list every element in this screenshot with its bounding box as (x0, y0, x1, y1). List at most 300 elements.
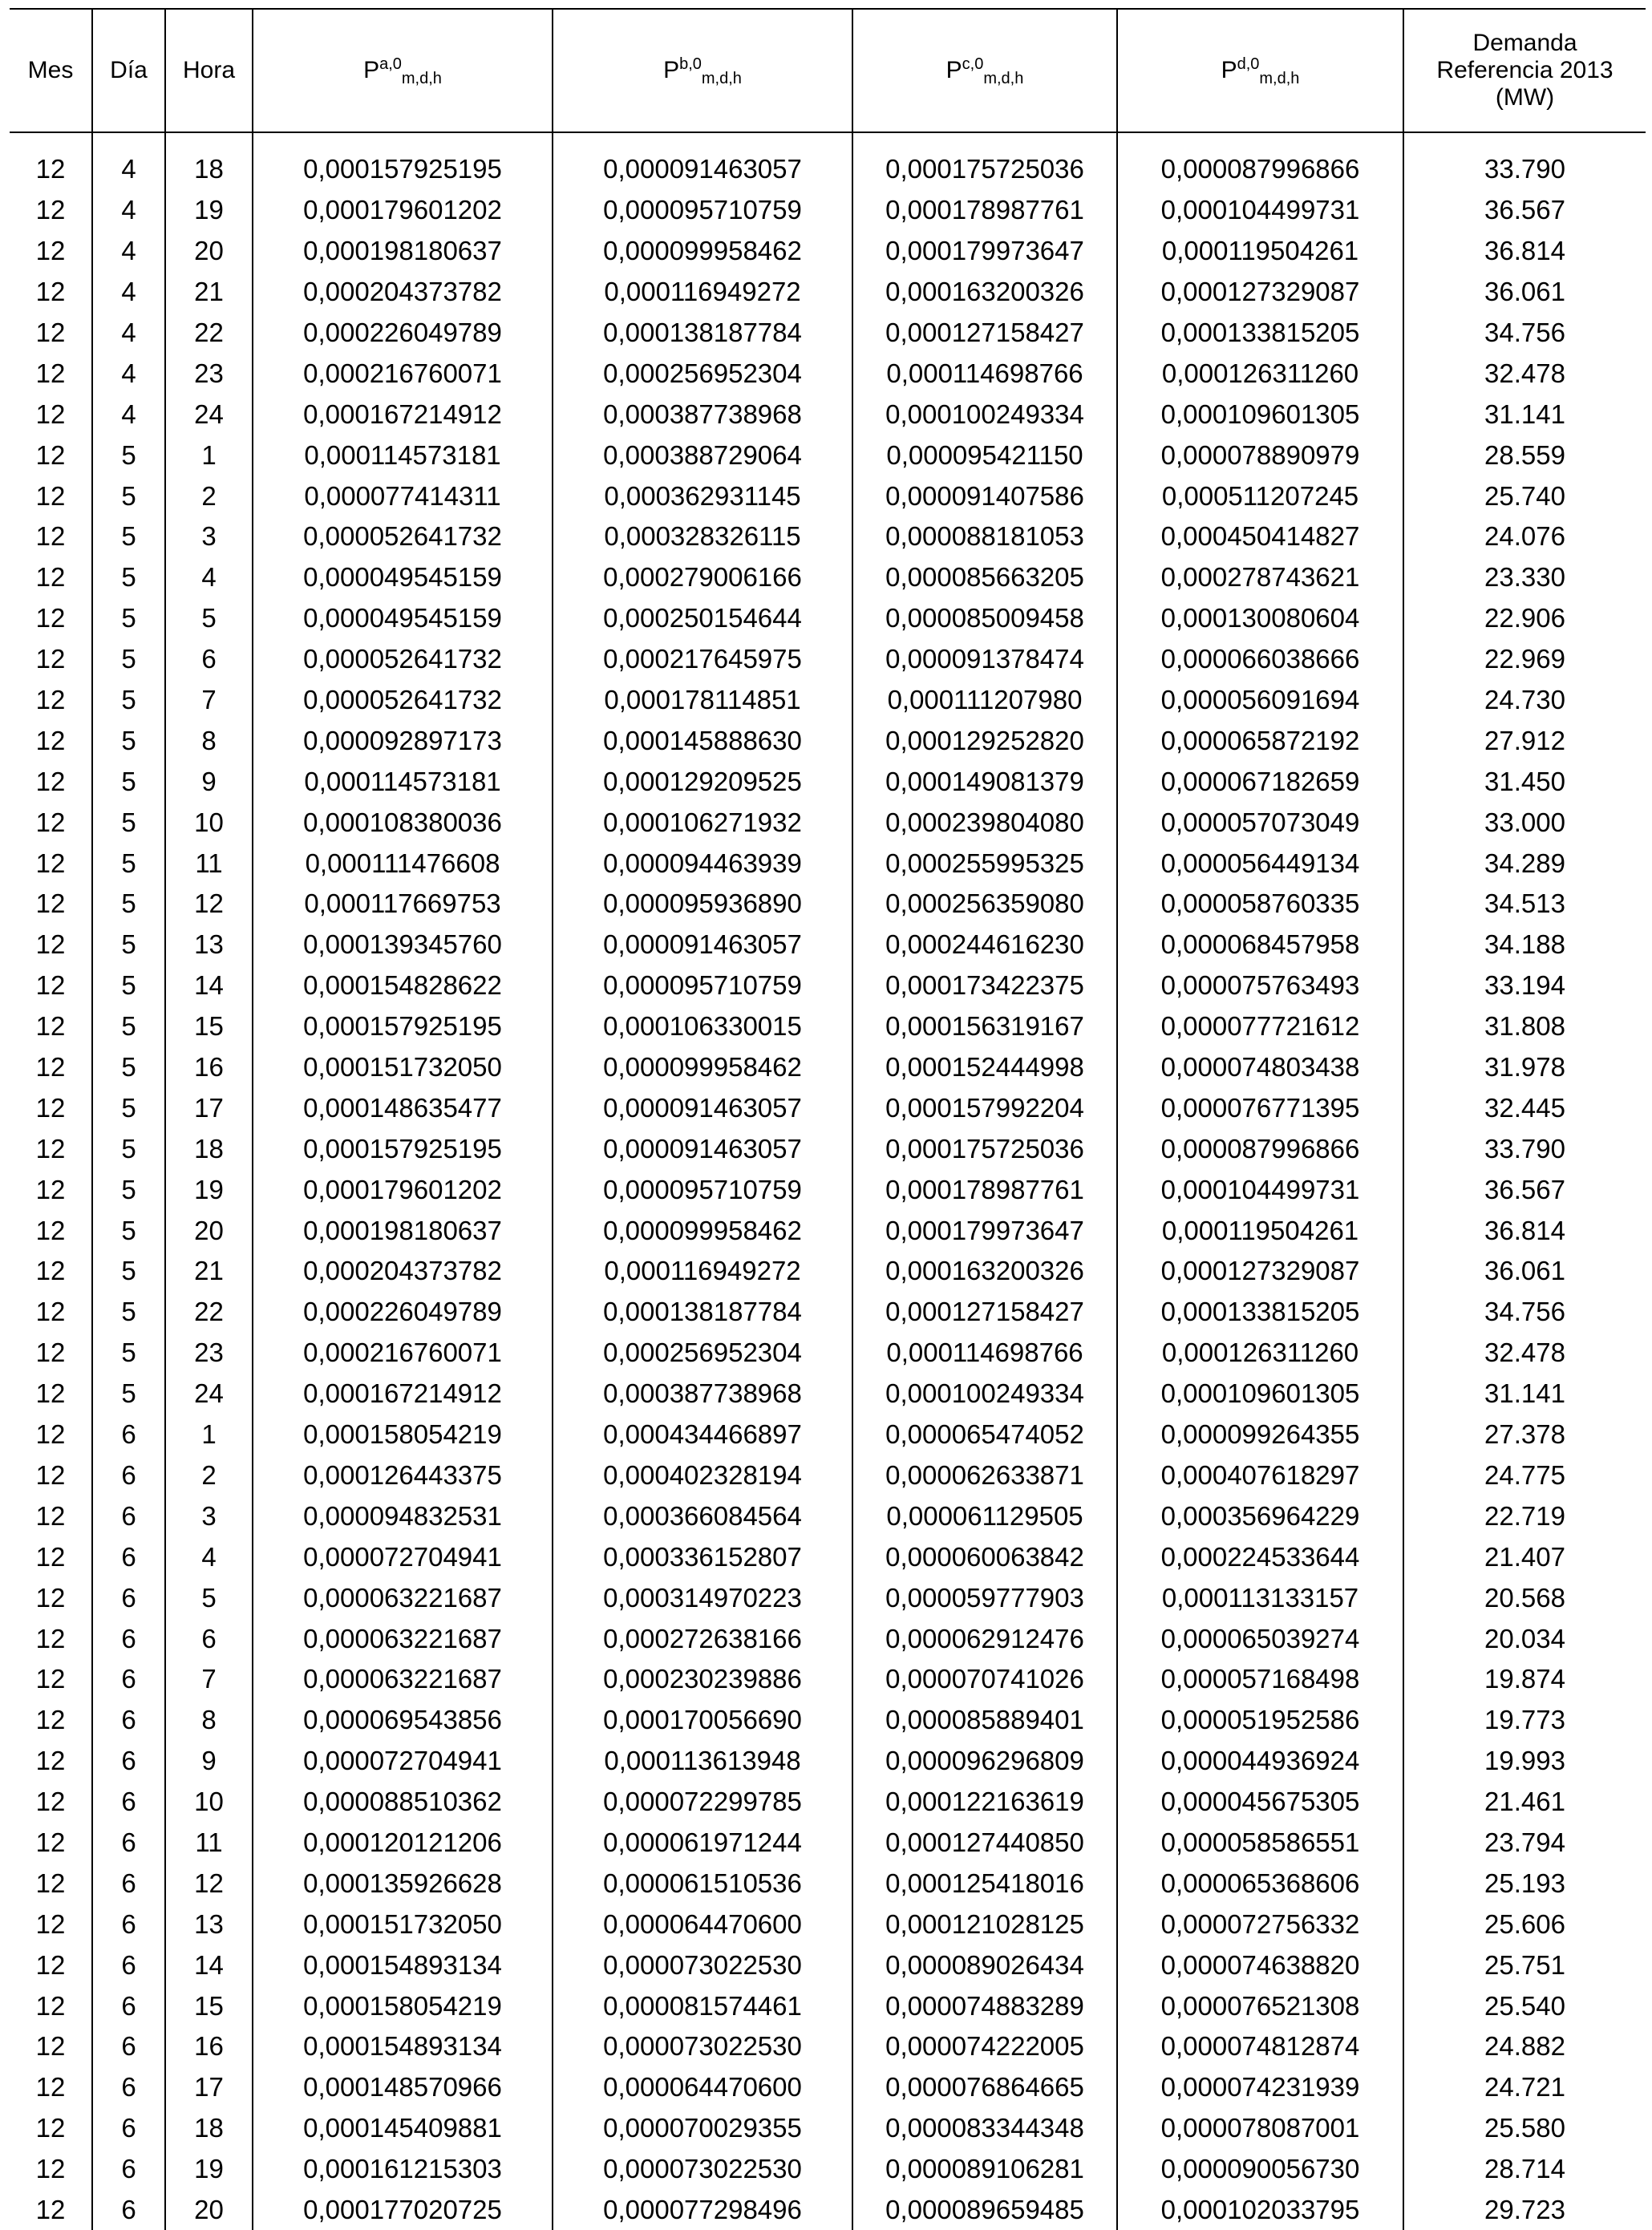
cell-dia: 5 (92, 1169, 165, 1210)
cell-hora: 11 (165, 1823, 253, 1864)
cell-pa: 0,000094832531 (253, 1495, 553, 1536)
header-pc (852, 9, 1117, 132)
cell-pd: 0,000109601305 (1117, 1374, 1403, 1414)
cell-pc: 0,000121028125 (852, 1904, 1117, 1945)
cell-hora: 14 (165, 1945, 253, 1985)
cell-pc: 0,000074222005 (852, 2026, 1117, 2067)
cell-pb: 0,000328326115 (553, 516, 852, 557)
header-pa-sup: a,0 (379, 55, 402, 73)
header-demanda-line1: Demanda (1472, 30, 1577, 56)
table-row (10, 353, 1646, 394)
cell-mes: 12 (35, 766, 66, 796)
cell-pb: 0,000129209525 (553, 761, 852, 802)
cell-mes: 12 (35, 644, 66, 674)
cell-demanda: 33.194 (1403, 965, 1646, 1006)
table-row (10, 1536, 1646, 1577)
cell-pb: 0,000388729064 (553, 435, 852, 476)
table-row (10, 1414, 1646, 1455)
header-gap-row (10, 132, 1646, 149)
cell-pa: 0,000157925195 (253, 149, 553, 190)
cell-pa: 0,000117669753 (253, 884, 553, 925)
cell-demanda: 33.790 (1403, 1128, 1646, 1169)
cell-pb: 0,000073022530 (553, 1945, 852, 1985)
cell-pc: 0,000091407586 (852, 476, 1117, 516)
cell-demanda: 24.076 (1403, 516, 1646, 557)
cell-pc: 0,000100249334 (852, 394, 1117, 435)
cell-hora: 5 (165, 598, 253, 639)
cell-pd: 0,000057168498 (1117, 1659, 1403, 1700)
cell-hora: 7 (165, 1659, 253, 1700)
cell-pb: 0,000336152807 (553, 1536, 852, 1577)
cell-pd: 0,000130080604 (1117, 598, 1403, 639)
table-row (10, 1985, 1646, 2026)
cell-demanda: 25.740 (1403, 476, 1646, 516)
cell-pa: 0,000049545159 (253, 598, 553, 639)
cell-mes: 12 (35, 236, 66, 266)
header-demanda (1403, 9, 1646, 132)
cell-demanda: 25.193 (1403, 1863, 1646, 1904)
cell-dia: 5 (92, 639, 165, 680)
cell-demanda: 22.969 (1403, 639, 1646, 680)
cell-mes: 12 (35, 1338, 66, 1368)
cell-pa: 0,000072704941 (253, 1536, 553, 1577)
cell-mes: 12 (35, 1419, 66, 1450)
cell-hora: 23 (165, 353, 253, 394)
cell-demanda: 36.061 (1403, 272, 1646, 313)
cell-mes: 12 (35, 685, 66, 715)
cell-hora: 9 (165, 761, 253, 802)
cell-dia: 6 (92, 1536, 165, 1577)
cell-hora: 1 (165, 435, 253, 476)
cell-pd: 0,000074231939 (1117, 2067, 1403, 2108)
cell-pb: 0,000095936890 (553, 884, 852, 925)
cell-demanda: 27.378 (1403, 1414, 1646, 1455)
cell-pa: 0,000167214912 (253, 394, 553, 435)
cell-pc: 0,000114698766 (852, 1333, 1117, 1374)
cell-hora: 3 (165, 516, 253, 557)
cell-demanda: 23.794 (1403, 1823, 1646, 1864)
cell-demanda: 28.559 (1403, 435, 1646, 476)
cell-mes: 12 (35, 1459, 66, 1490)
table-row (10, 1495, 1646, 1536)
table-row (10, 2149, 1646, 2190)
cell-dia: 4 (92, 272, 165, 313)
cell-demanda: 24.721 (1403, 2067, 1646, 2108)
cell-pd: 0,000066038666 (1117, 639, 1403, 680)
cell-hora: 20 (165, 231, 253, 272)
cell-hora: 20 (165, 1210, 253, 1251)
cell-hora: 22 (165, 313, 253, 354)
cell-pb: 0,000091463057 (553, 925, 852, 965)
cell-hora: 8 (165, 720, 253, 761)
cell-mes: 12 (35, 807, 66, 837)
cell-demanda: 36.814 (1403, 231, 1646, 272)
cell-pd: 0,000065872192 (1117, 720, 1403, 761)
cell-pd: 0,000127329087 (1117, 272, 1403, 313)
table-row (10, 925, 1646, 965)
cell-demanda: 19.874 (1403, 1659, 1646, 1700)
cell-pa: 0,000167214912 (253, 1374, 553, 1414)
header-demanda-line2: Referencia 2013 (1436, 57, 1614, 83)
cell-pa: 0,000114573181 (253, 761, 553, 802)
header-pa (253, 9, 553, 132)
cell-dia: 6 (92, 1455, 165, 1496)
cell-pc: 0,000089026434 (852, 1945, 1117, 1985)
cell-dia: 5 (92, 843, 165, 884)
cell-demanda: 33.790 (1403, 149, 1646, 190)
cell-pc: 0,000062633871 (852, 1455, 1117, 1496)
cell-hora: 19 (165, 2149, 253, 2190)
cell-pa: 0,000148635477 (253, 1087, 553, 1128)
cell-hora: 13 (165, 1904, 253, 1945)
cell-pa: 0,000072704941 (253, 1741, 553, 1782)
cell-pb: 0,000095710759 (553, 965, 852, 1006)
cell-dia: 6 (92, 1495, 165, 1536)
cell-hora: 1 (165, 1414, 253, 1455)
cell-pd: 0,000127329087 (1117, 1251, 1403, 1292)
header-pd-sup: d,0 (1237, 55, 1260, 73)
cell-demanda: 19.993 (1403, 1741, 1646, 1782)
cell-pb: 0,000230239886 (553, 1659, 852, 1700)
table-row (10, 2067, 1646, 2108)
cell-hora: 15 (165, 1985, 253, 2026)
cell-pc: 0,000111207980 (852, 680, 1117, 721)
table-row (10, 884, 1646, 925)
cell-dia: 4 (92, 190, 165, 231)
cell-pb: 0,000314970223 (553, 1577, 852, 1618)
cell-hora: 17 (165, 2067, 253, 2108)
cell-pd: 0,000078087001 (1117, 2108, 1403, 2149)
cell-pc: 0,000114698766 (852, 353, 1117, 394)
table-row (10, 1741, 1646, 1782)
cell-pc: 0,000088181053 (852, 516, 1117, 557)
cell-pa: 0,000158054219 (253, 1414, 553, 1455)
cell-hora: 2 (165, 476, 253, 516)
cell-pa: 0,000052641732 (253, 516, 553, 557)
cell-mes: 12 (35, 848, 66, 878)
table-row (10, 1047, 1646, 1088)
cell-pa: 0,000151732050 (253, 1047, 553, 1088)
cell-pa: 0,000216760071 (253, 1333, 553, 1374)
cell-pc: 0,000239804080 (852, 802, 1117, 843)
cell-hora: 24 (165, 1374, 253, 1414)
cell-pa: 0,000063221687 (253, 1659, 553, 1700)
cell-pa: 0,000077414311 (253, 476, 553, 516)
cell-dia: 5 (92, 435, 165, 476)
cell-hora: 6 (165, 639, 253, 680)
cell-dia: 5 (92, 802, 165, 843)
cell-demanda: 34.756 (1403, 1292, 1646, 1333)
cell-pd: 0,000074638820 (1117, 1945, 1403, 1985)
cell-demanda: 19.773 (1403, 1700, 1646, 1741)
cell-pb: 0,000099958462 (553, 1047, 852, 1088)
header-pa-sub: m,d,h (401, 70, 442, 87)
cell-pd: 0,000058760335 (1117, 884, 1403, 925)
table-row (10, 435, 1646, 476)
cell-mes: 12 (35, 1582, 66, 1613)
cell-mes: 12 (35, 1908, 66, 1939)
cell-mes: 12 (35, 725, 66, 755)
header-mes: Mes (10, 9, 92, 132)
table-row (10, 2190, 1646, 2230)
cell-pd: 0,000072756332 (1117, 1904, 1403, 1945)
cell-hora: 24 (165, 394, 253, 435)
cell-pc: 0,000178987761 (852, 1169, 1117, 1210)
cell-dia: 6 (92, 1823, 165, 1864)
cell-mes: 12 (35, 1664, 66, 1694)
cell-dia: 6 (92, 2067, 165, 2108)
cell-demanda: 29.723 (1403, 2190, 1646, 2230)
cell-pc: 0,000127158427 (852, 313, 1117, 354)
cell-pa: 0,000063221687 (253, 1618, 553, 1659)
header-pc-sub: m,d,h (983, 70, 1024, 87)
cell-pa: 0,000154893134 (253, 2026, 553, 2067)
cell-pa: 0,000179601202 (253, 1169, 553, 1210)
cell-pb: 0,000366084564 (553, 1495, 852, 1536)
cell-hora: 8 (165, 1700, 253, 1741)
cell-mes: 12 (35, 1949, 66, 1980)
cell-mes: 12 (35, 2154, 66, 2184)
cell-pb: 0,000064470600 (553, 1904, 852, 1945)
cell-dia: 4 (92, 353, 165, 394)
cell-pa: 0,000052641732 (253, 680, 553, 721)
header-pd-sub: m,d,h (1259, 70, 1300, 87)
cell-pd: 0,000067182659 (1117, 761, 1403, 802)
cell-mes: 12 (35, 1827, 66, 1857)
cell-dia: 5 (92, 925, 165, 965)
cell-pb: 0,000116949272 (553, 272, 852, 313)
cell-pb: 0,000073022530 (553, 2149, 852, 2190)
cell-dia: 5 (92, 1374, 165, 1414)
cell-hora: 22 (165, 1292, 253, 1333)
table-row (10, 965, 1646, 1006)
cell-mes: 12 (35, 2072, 66, 2103)
cell-pc: 0,000059777903 (852, 1577, 1117, 1618)
cell-hora: 21 (165, 272, 253, 313)
cell-pd: 0,000068457958 (1117, 925, 1403, 965)
header-dia: Día (92, 9, 165, 132)
cell-demanda: 22.906 (1403, 598, 1646, 639)
cell-pa: 0,000157925195 (253, 1006, 553, 1047)
cell-pa: 0,000154828622 (253, 965, 553, 1006)
table-row (10, 516, 1646, 557)
table-row (10, 2026, 1646, 2067)
cell-pd: 0,000076771395 (1117, 1087, 1403, 1128)
cell-pc: 0,000085009458 (852, 598, 1117, 639)
cell-pc: 0,000062912476 (852, 1618, 1117, 1659)
cell-dia: 5 (92, 1210, 165, 1251)
cell-pd: 0,000113133157 (1117, 1577, 1403, 1618)
cell-hora: 20 (165, 2190, 253, 2230)
cell-demanda: 32.445 (1403, 1087, 1646, 1128)
table-row (10, 1006, 1646, 1047)
cell-mes: 12 (35, 929, 66, 960)
cell-hora: 5 (165, 1577, 253, 1618)
cell-pb: 0,000279006166 (553, 557, 852, 598)
cell-pc: 0,000179973647 (852, 231, 1117, 272)
cell-hora: 4 (165, 557, 253, 598)
cell-pb: 0,000256952304 (553, 353, 852, 394)
cell-pb: 0,000091463057 (553, 149, 852, 190)
cell-dia: 5 (92, 1333, 165, 1374)
cell-mes: 12 (35, 358, 66, 388)
cell-dia: 5 (92, 1006, 165, 1047)
cell-demanda: 36.061 (1403, 1251, 1646, 1292)
cell-pd: 0,000090056730 (1117, 2149, 1403, 2190)
cell-hora: 3 (165, 1495, 253, 1536)
cell-dia: 6 (92, 2190, 165, 2230)
cell-dia: 4 (92, 149, 165, 190)
table-row (10, 1210, 1646, 1251)
cell-mes: 12 (35, 2194, 66, 2224)
cell-hora: 19 (165, 190, 253, 231)
table-row (10, 190, 1646, 231)
cell-pc: 0,000157992204 (852, 1087, 1117, 1128)
cell-hora: 16 (165, 1047, 253, 1088)
cell-demanda: 24.730 (1403, 680, 1646, 721)
cell-pc: 0,000096296809 (852, 1741, 1117, 1782)
cell-pb: 0,000387738968 (553, 1374, 852, 1414)
cell-pc: 0,000085663205 (852, 557, 1117, 598)
cell-pc: 0,000060063842 (852, 1536, 1117, 1577)
cell-pd: 0,000077721612 (1117, 1006, 1403, 1047)
cell-hora: 7 (165, 680, 253, 721)
cell-pd: 0,000051952586 (1117, 1700, 1403, 1741)
header-pb (553, 9, 852, 132)
cell-pc: 0,000083344348 (852, 2108, 1117, 2149)
cell-pb: 0,000402328194 (553, 1455, 852, 1496)
cell-pa: 0,000049545159 (253, 557, 553, 598)
table-row (10, 231, 1646, 272)
cell-mes: 12 (35, 1705, 66, 1735)
cell-demanda: 22.719 (1403, 1495, 1646, 1536)
cell-pd: 0,000126311260 (1117, 353, 1403, 394)
cell-pa: 0,000204373782 (253, 272, 553, 313)
cell-demanda: 34.289 (1403, 843, 1646, 884)
table-row (10, 1577, 1646, 1618)
cell-pd: 0,000109601305 (1117, 394, 1403, 435)
cell-pd: 0,000078890979 (1117, 435, 1403, 476)
cell-pb: 0,000061971244 (553, 1823, 852, 1864)
table-row (10, 557, 1646, 598)
cell-dia: 6 (92, 1945, 165, 1985)
cell-dia: 6 (92, 1863, 165, 1904)
cell-pb: 0,000250154644 (553, 598, 852, 639)
table-row (10, 598, 1646, 639)
header-pb-base: P (663, 57, 680, 83)
cell-mes: 12 (35, 1746, 66, 1776)
cell-demanda: 21.461 (1403, 1782, 1646, 1823)
cell-dia: 5 (92, 1251, 165, 1292)
cell-pa: 0,000088510362 (253, 1782, 553, 1823)
header-demanda-line3: (MW) (1495, 84, 1555, 111)
table-row (10, 1251, 1646, 1292)
cell-pb: 0,000064470600 (553, 2067, 852, 2108)
cell-demanda: 31.978 (1403, 1047, 1646, 1088)
cell-pa: 0,000154893134 (253, 1945, 553, 1985)
cell-dia: 5 (92, 680, 165, 721)
cell-mes: 12 (35, 439, 66, 470)
cell-mes: 12 (35, 603, 66, 633)
cell-pb: 0,000094463939 (553, 843, 852, 884)
cell-hora: 10 (165, 1782, 253, 1823)
table-row (10, 1169, 1646, 1210)
cell-hora: 12 (165, 1863, 253, 1904)
table-row (10, 149, 1646, 190)
cell-demanda: 34.513 (1403, 884, 1646, 925)
cell-mes: 12 (35, 2113, 66, 2143)
cell-dia: 4 (92, 394, 165, 435)
cell-hora: 17 (165, 1087, 253, 1128)
table-row (10, 1700, 1646, 1741)
cell-hora: 21 (165, 1251, 253, 1292)
cell-mes: 12 (35, 1174, 66, 1204)
cell-pc: 0,000173422375 (852, 965, 1117, 1006)
table-row (10, 802, 1646, 843)
cell-demanda: 32.478 (1403, 1333, 1646, 1374)
cell-pd: 0,000056449134 (1117, 843, 1403, 884)
cell-pa: 0,000226049789 (253, 1292, 553, 1333)
cell-dia: 5 (92, 720, 165, 761)
cell-dia: 6 (92, 1618, 165, 1659)
cell-mes: 12 (35, 888, 66, 919)
cell-pd: 0,000133815205 (1117, 1292, 1403, 1333)
cell-pb: 0,000070029355 (553, 2108, 852, 2149)
data-table (10, 8, 1646, 2230)
cell-mes: 12 (35, 195, 66, 225)
cell-pd: 0,000099264355 (1117, 1414, 1403, 1455)
cell-dia: 6 (92, 2149, 165, 2190)
cell-pa: 0,000108380036 (253, 802, 553, 843)
cell-pd: 0,000224533644 (1117, 1536, 1403, 1577)
cell-demanda: 31.141 (1403, 1374, 1646, 1414)
cell-dia: 6 (92, 1904, 165, 1945)
cell-pc: 0,000074883289 (852, 1985, 1117, 2026)
cell-pa: 0,000161215303 (253, 2149, 553, 2190)
cell-pd: 0,000045675305 (1117, 1782, 1403, 1823)
cell-pc: 0,000244616230 (852, 925, 1117, 965)
cell-pb: 0,000272638166 (553, 1618, 852, 1659)
cell-hora: 18 (165, 1128, 253, 1169)
header-hora: Hora (165, 9, 253, 132)
cell-pb: 0,000081574461 (553, 1985, 852, 2026)
table-row (10, 720, 1646, 761)
cell-pc: 0,000256359080 (852, 884, 1117, 925)
cell-pd: 0,000450414827 (1117, 516, 1403, 557)
cell-demanda: 24.882 (1403, 2026, 1646, 2067)
cell-pb: 0,000178114851 (553, 680, 852, 721)
cell-pb: 0,000072299785 (553, 1782, 852, 1823)
cell-pc: 0,000100249334 (852, 1374, 1117, 1414)
cell-hora: 9 (165, 1741, 253, 1782)
cell-pa: 0,000069543856 (253, 1700, 553, 1741)
cell-pb: 0,000099958462 (553, 1210, 852, 1251)
cell-dia: 5 (92, 1087, 165, 1128)
cell-mes: 12 (35, 1297, 66, 1327)
cell-demanda: 34.756 (1403, 313, 1646, 354)
cell-pb: 0,000138187784 (553, 313, 852, 354)
cell-pa: 0,000226049789 (253, 313, 553, 354)
cell-pa: 0,000198180637 (253, 231, 553, 272)
cell-dia: 5 (92, 476, 165, 516)
cell-demanda: 25.606 (1403, 1904, 1646, 1945)
cell-pc: 0,000070741026 (852, 1659, 1117, 1700)
table-row (10, 1863, 1646, 1904)
cell-pb: 0,000095710759 (553, 1169, 852, 1210)
header-pc-base: P (945, 57, 962, 83)
cell-mes: 12 (35, 970, 66, 1001)
table-row (10, 272, 1646, 313)
